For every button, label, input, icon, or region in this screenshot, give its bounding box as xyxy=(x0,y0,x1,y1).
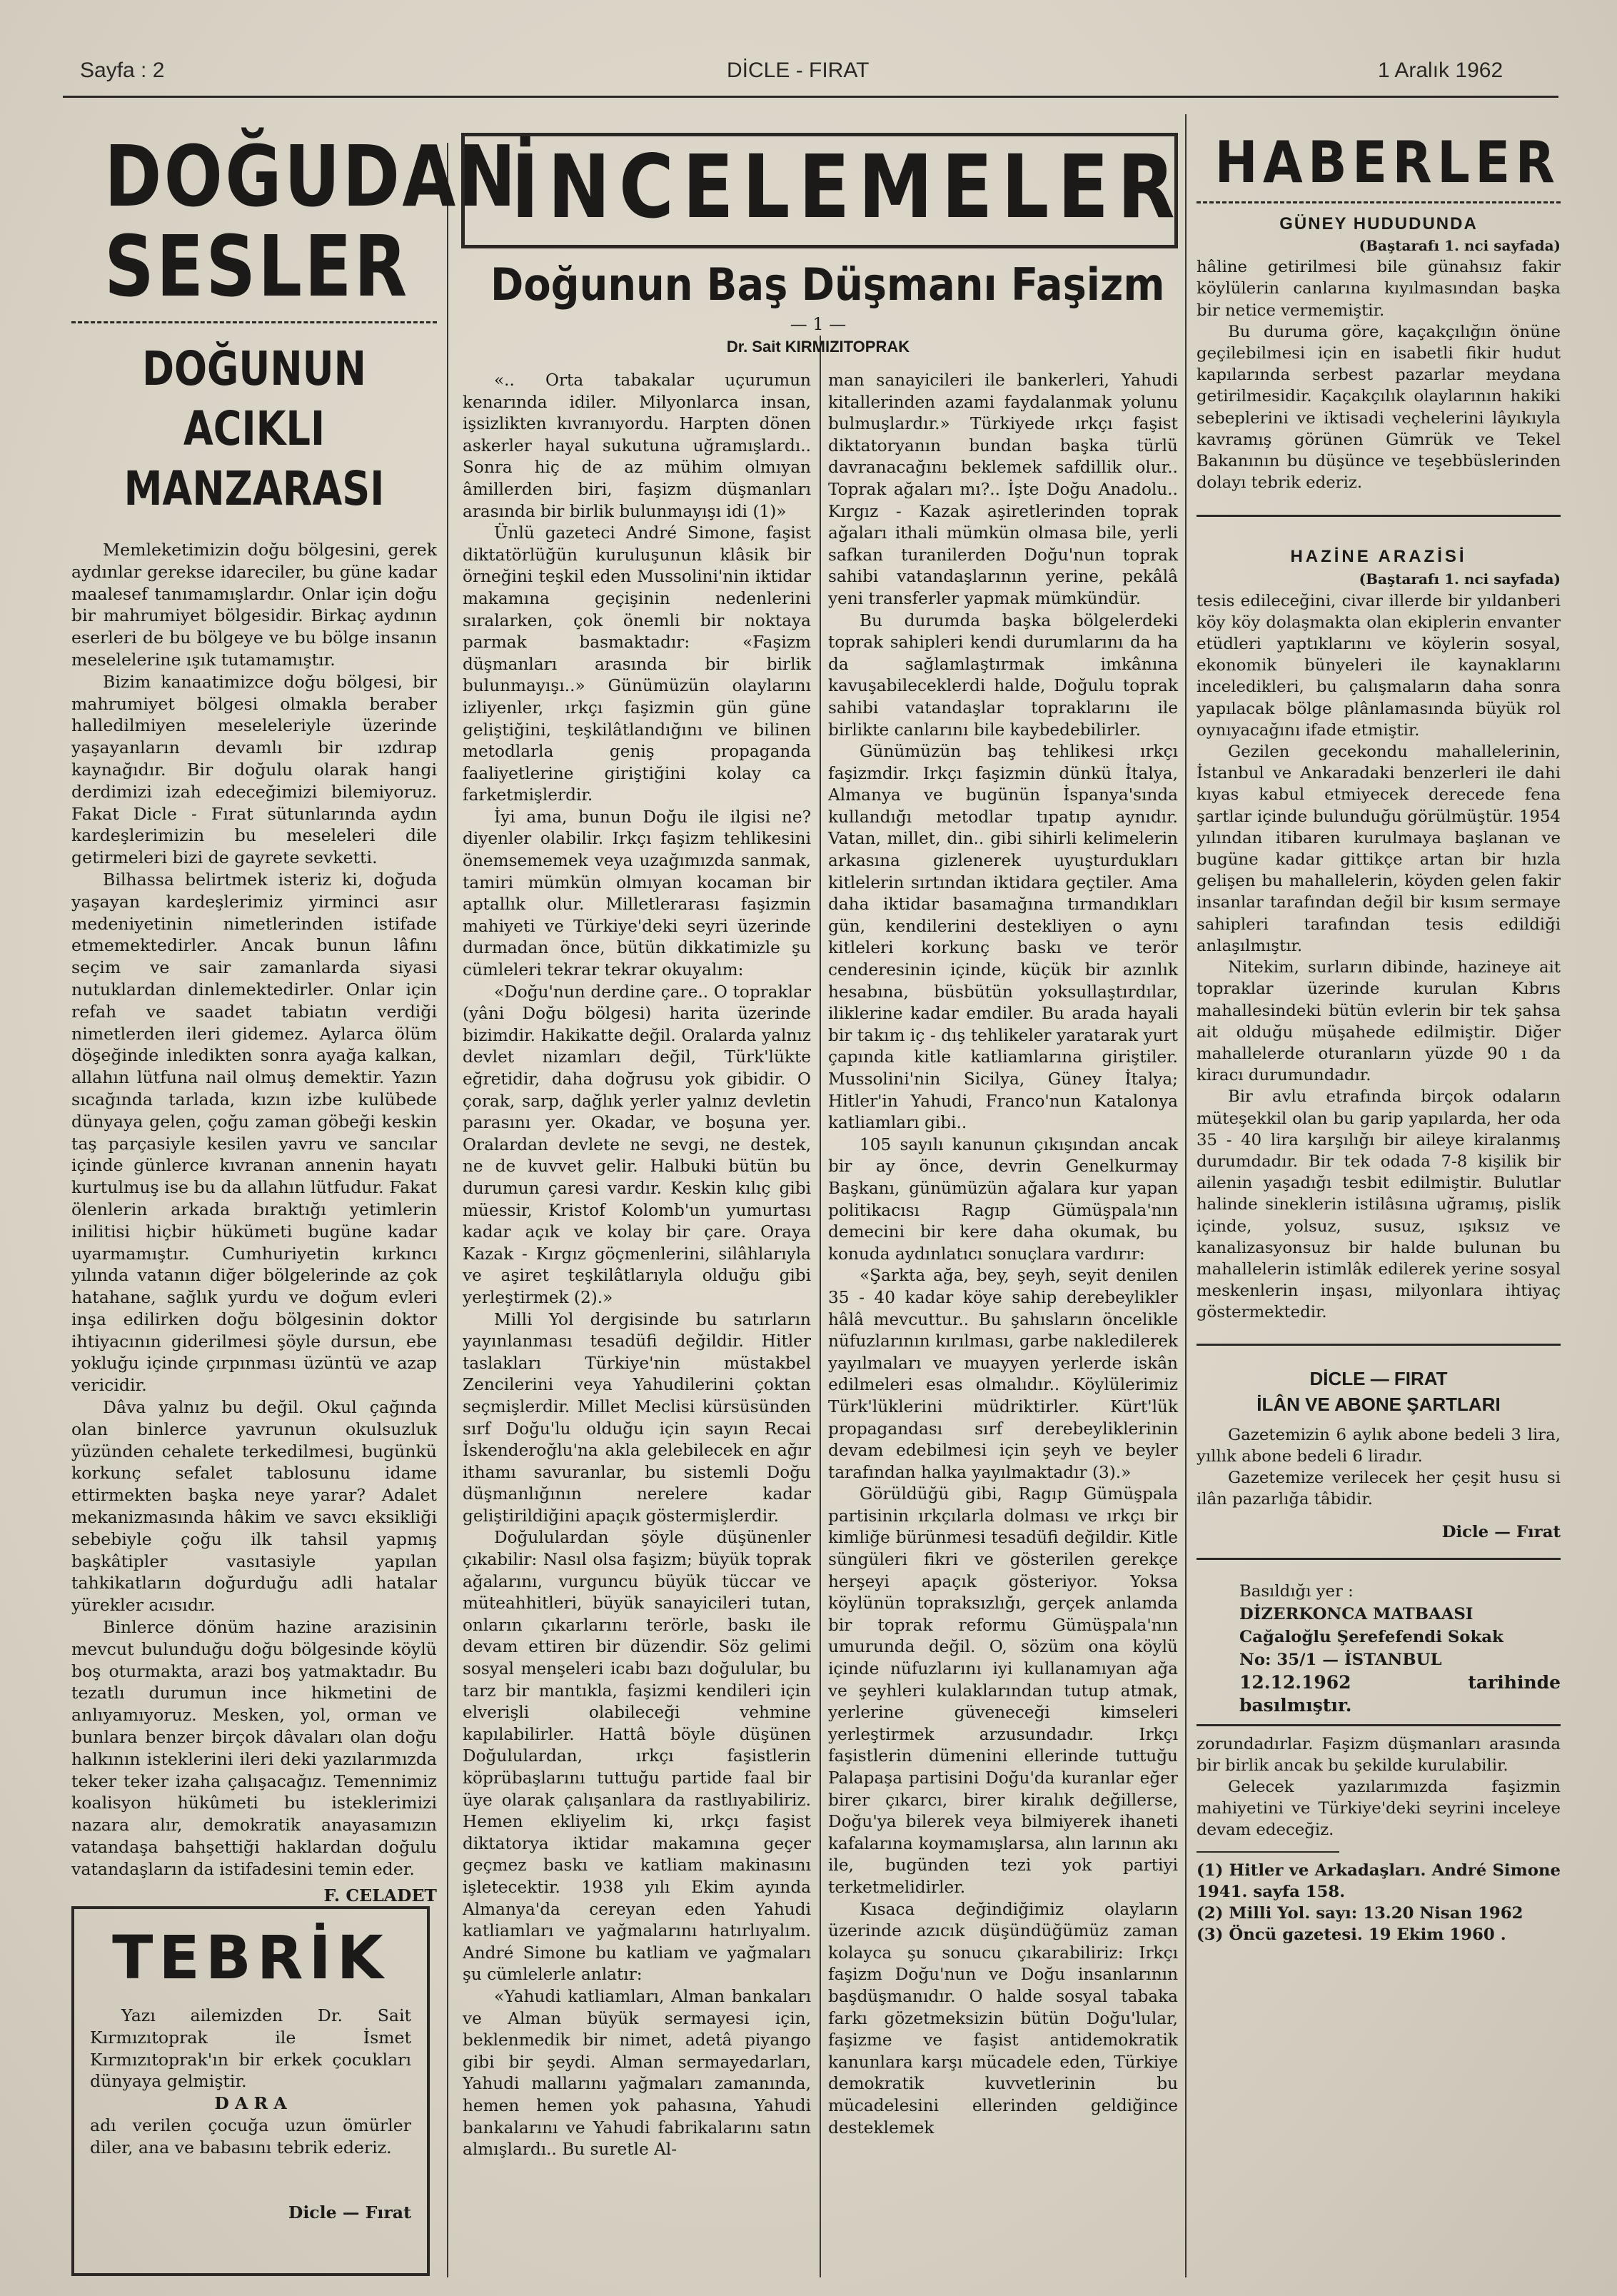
paragraph: Nitekim, surların dibinde, hazineye ait topraklar üzerinde kurulan Kıbrıs mahallesindeki bütün evlerin bir tek şahsa ait olduğu müşahede edilmiştir. Diğer mahallelerde oturanların yüzde 90 ı da kiracı durumundadır. xyxy=(1197,958,1561,1085)
paragraph: Günümüzün baş tehlikesi ırkçı faşizmdir. Irkçı faşizmin dünkü İtalya, Almanya ve bugünün İspanya'sında kullandığı metodlar tıpatıp aynıdır. Vatan, millet, din.. gibi sihirli kelimelerin arkasına gizlenerek uyuşturdukları kitlelerin sırtından iktidara geçtiler. Ama daha iktidar basamağına tırmandıkları gün, kendilerini destekliyen o aynı kitleleri korkunç baskı ve terör cenderesinin içinde, küçük bir azınlık hesabına, büsbütün yoksullaştırdılar, iliklerine kadar emdiler. Bu arada hayali bir takım iç - dış tehlikeler yaratarak yurt çapında kitle katliamlarına giriştiler. Mussolini'nin Sicilya, Güney İtalya; Hitler'in Yahudi, Franco'nun Katalonya katliamları gibi.. xyxy=(828,742,1178,1133)
tebrik-signature: Dicle — Fırat xyxy=(288,2202,411,2222)
continuation-note: (Baştarafı 1. nci sayfada) xyxy=(1359,570,1561,588)
continuation-note: (Baştarafı 1. nci sayfada) xyxy=(1359,237,1561,254)
paragraph: «Şarkta ağa, bey, şeyh, seyit denilen 35 - 40 kadar köye sahip derebeylikler hâlâ mevcuttur.. Bu şahısların öncelikle nüfuzlarının kırılması, garbe nakledilerek yayılmaları ve muayyen yerlerde iskân edilmeleri esas olmalıdır.. Köylülerimiz Türk'lüklerini müdriktirler. Kürt'lük propagandası sırf derebeyliklerinin devam edebilmesi için şeyh ve beyler tarafından halka yayılmaktadır (3).» xyxy=(828,1266,1178,1482)
column-rule-middle xyxy=(820,336,821,2277)
paragraph: Kısaca değindiğimiz olayların üzerinde azıcık düşündüğümüz zaman kolayca şu sonucu çıkarabiliriz: Irkçı faşizm Doğu'nun ve Doğu insanlarının başdüşmanıdır. O halde sosyal tabaka farkı gözetmeksizin bütün Doğu'lular, faşizme ve faşist antidemokratik kanunlara karşı mücadele eden, Türkiye demokratik kuvvetlerinin bu mücadelesini ellerinden geldiğince desteklemek xyxy=(828,1899,1178,2138)
paragraph: Gazetemizin 6 aylık abone bedeli 3 lira, yıllık abone bedeli 6 liradır. xyxy=(1197,1425,1561,1466)
printer-city: No: 35/1 — İSTANBUL xyxy=(1239,1650,1442,1669)
paragraph: Görüldüğü gibi, Ragıp Gümüşpala partisinin ırkçılarla dolması ve ırkçı bir kimliğe bürünmesi tesadüfi değildir. Kitle süngüleri fikri ve gösterilen gerekçe herşeyi apaçık gösteriyor. Yoksa köylünün topraksızlığı, gerçek anlamda bir toprak reformu Gümüşpala'nın umurunda değil. O, sözüm ona köylü içinde nüfuzlarını iyi kullanamıyan ağa ve şeyhleri kulaklarından tutup atmak, yerlerine güveneceği kimseleri yerleştirmek arzusundadır. Irkçı faşistlerin dümenini ellerinde tuttuğu Palapaşa partisini Doğu'da kuranlar eğer birer çıkarcı, birer kiralık değillerse, Doğu'ya bilerek veya bilmiyerek ihaneti kafalarına koymamışlarsa, alın larının akı ile, bugünden tezi yok partiyi terketmelidirler. xyxy=(828,1484,1178,1897)
page-number: Sayfa : 2 xyxy=(80,59,165,82)
right-column xyxy=(1197,129,1561,2277)
printer-name: DİZERKONCA MATBAASI xyxy=(1239,1604,1474,1623)
tebrik-content xyxy=(90,1922,411,2265)
ilan-signature: Dicle — Fırat xyxy=(1441,1523,1561,1542)
article-title-line-2: MANZARASI xyxy=(124,461,385,516)
paragraph: tesis edileceğini, civar illerde bir yıldanberi köy köy dolaşmakta olan ekiplerin envanter etüdleri yaptıklarını ve köylerin sosyal, ekonomik bünyeleri ile kaynaklarını inceledikleri, bu çalışmaların daha sonra yapılacak bölge plânlamasında büyük rol oynıyacağını ifade etmiştir. xyxy=(1197,591,1561,740)
paragraph: 105 sayılı kanunun çıkışından ancak bir ay önce, devrin Genelkurmay Başkanı, günümüzün ağalara kur yapan politikacısı Ragıp Gümüşpala'nın demecini bir kere daha okumak, bu konuda aydınlatıcı sonuçlara vardırır: xyxy=(828,1134,1178,1264)
article-author: F. CELADET xyxy=(323,1885,437,1905)
paragraph: İyi ama, bunun Doğu ile ilgisi ne? diyenler olabilir. Irkçı faşizm tehlikesini önemsememek veya uzağımızda sanmak, tamiri mümkün olmıyan kocaman bir aptallık olur. Milletlerarası faşizmin mahiyeti ve Türkiye'deki seyri üzerinde durmadan önce, bütün dikkatimizle şu cümleleri tekrar tekrar okuyalım: xyxy=(463,807,811,980)
paragraph: Bizim kanaatimizce doğu bölgesi, bir mahrumiyet bölgesi olmakla beraber halledilmiyen meseleleriyle üzerinde yaşayanların devamlı bir ızdırap kaynağıdır. Bir doğulu olarak hangi derdimizi izah edeceğimizi bilemiyoruz. Fakat Dicle - Fırat sütunlarında aydın kardeşlerimizin bu meseleleri dile getirmeleri bizi de gayrete sevketti. xyxy=(71,671,437,868)
paragraph: Gazetemize verilecek her çeşit husu si ilân pazarlığa tâbidir. xyxy=(1197,1468,1561,1509)
banner-line-2: SESLER xyxy=(104,217,410,316)
middle-article-title: Doğunun Baş Düşmanı Faşizm xyxy=(490,258,1165,311)
middle-column-1 xyxy=(463,370,811,2277)
section-rule xyxy=(1197,1344,1561,1346)
column-rule-left xyxy=(447,143,448,2277)
paragraph: «.. Orta tabakalar uçurumun kenarında idiler. Milyonlarca insan, işsizlikten kıvranıyordu. Harpten dönen askerler hayal sukutuna uğramışlardı.. Sonra hiç de az mühim olmıyan âmillerden biri, faşizm düşmanları arasında bir birlik bulunmayışı idi (1)» xyxy=(463,371,811,521)
paragraph: «Yahudi katliamları, Alman bankaları ve Alman büyük sermayesi için, beklenmedik bir nimet, adetâ piyango gibi bir şeydi. Alman sermayedarları, Yahudi mallarını yağmaları zamanında, hemen hemen yok pahasına, Yahudi bankalarını ve Yahudi fabrikalarını satın almışlardı.. Bu suretle Al- xyxy=(463,1986,811,2160)
column-rule-right xyxy=(1185,114,1187,2277)
ilan-heading-1: DİCLE — FIRAT xyxy=(1309,1367,1448,1389)
news-title: HAZİNE ARAZİSİ xyxy=(1290,547,1467,567)
issue-date: 1 Aralık 1962 xyxy=(1378,59,1503,82)
banner-line-1: DOĞUDAN xyxy=(104,127,518,226)
paragraph: man sanayicileri ile bankerleri, Yahudi kitallerinden azami faydalanmak yolunu bulmuşlardır.» Türkiyede ırkçı faşist diktatoryanın bundan başka türlü davranacağını beklemek safdillik olur.. Toprak ağaları mı?.. İşte Doğu Anadolu.. Kırgız - Kazak aşiretlerinden toprak ağaları ithali mümkün olmasa bile, yerli safkan turanilerden Doğu'nun toprak sahibi vatandaşlarının yerine, pekâlâ yeni transferler yapmak mümkündür. xyxy=(828,371,1178,608)
paragraph: Bir avlu etrafında birçok odaların müteşekkil olan bu garip yapılarda, her oda 35 - 40 lira karşılığı bir aileye kiralanmış durumdadır. Bir tek odada 7-8 kişilik bir ailenin yaşadığı tesbit edilmiştir. Bulutlar halinde sineklerin istilâsına uğramış, pislik içinde, yolsuz, susuz, ışıksız ve kanalizasyonsuz bir halde bulunan bu mahallelerin istimlâk edilerek yerine sosyal meskenlerin inşası, milyonlara ihtiyaç göstermektedir. xyxy=(1197,1087,1561,1322)
child-name: D A R A xyxy=(214,2093,287,2114)
newspaper-name: DİCLE - FIRAT xyxy=(727,59,870,82)
paragraph: Dâva yalnız bu değil. Okul çağında olan binlerce yavrunun okulsuzluk yüzünden cehalete terkedilmesi, bugünkü korkunç sefalet tablosunu idame ettirmekten başka neye yarar? Adalet mekanizmasında hâkim ve savcı eksikliği sebebiyle çoğu ilk tahsil yapmış başkâtipler vasıtasiyle yapılan tahkikatların doğurduğu adli hatalar yürekler acısıdır. xyxy=(71,1397,437,1616)
header-rule xyxy=(63,96,1558,98)
footnote: (2) Milli Yol. sayı: 13.20 Nisan 1962 xyxy=(1197,1903,1523,1923)
paragraph: Memleketimizin doğu bölgesini, gerek aydınlar gerekse idareciler, bu güne kadar maalesef tanımamışlardır. Onlar için doğu bir mahrumiyet bölgesidir. Birkaç aydının eserleri de bu bölgeye ve bu bölge insanın meselelerine ışık tutamamıştır. xyxy=(71,540,437,670)
tebrik-text: adı verilen çocuğa uzun ömürler diler, ana ve babasını tebrik ederiz. xyxy=(90,2115,411,2157)
news-title: GÜNEY HUDUDUNDA xyxy=(1279,214,1478,233)
paragraph: Milli Yol dergisinde bu satırların yayınlanması tesadüfi değildir. Hitler taslakları Türkiye'nin müstakbel Zencilerini veya Yahudilerini çoktan seçmişlerdir. Millet Meclisi kürsüsünden sırf Doğu'lu olduğu için sayın Recai İskenderoğlu'na akla gelebilecek en ağır ithamı savuranlar, bu sistemli Doğu düşmanlığının nerelere kadar geliştirildiğini apaçık göstermişlerdir. xyxy=(463,1309,811,1526)
paragraph: Gelecek yazılarımızda faşizmin mahiyetini ve Türkiye'deki seyrini inceleye devam edeceğiz. xyxy=(1197,1777,1561,1840)
middle-article-author: Dr. Sait KIRMIZITOPRAK xyxy=(726,338,910,356)
ilan-heading-2: İLÂN VE ABONE ŞARTLARI xyxy=(1256,1393,1501,1415)
paragraph: Bu duruma göre, kaçakçılığın önüne geçilebilmesi için en isabetli fikir hudut kapılarında serbest pazarlar meydana getirilmesidir. Kaçakçılık olaylarının hakiki sebeplerini ve iktisadi veçhelerini lâyıkıyla kavramış görünen Gümrük ve Tekel Bakanının bu düşünce ve teşebbüslerinden dolayı tebrik ederiz. xyxy=(1197,322,1561,493)
article-title xyxy=(104,339,404,519)
paragraph: Bu durumda başka bölgelerdeki toprak sahipleri kendi durumlarını da ha da sağlamlaştırmak imkânına kavuşabileceklerdi halde, Doğulu toprak sahibi vatandaşlar topraklarını ile birlikte canlarını bile kaybedebilirler. xyxy=(828,610,1178,740)
haberler-dashed-rule xyxy=(1197,201,1561,203)
paragraph: Gezilen gecekondu mahallelerinin, İstanbul ve Ankaradaki benzerleri ile dahi kıyas kabul etmiyecek derecede fena şartlar içinde bulunduğu görülmüştür. 1954 yılından itibaren kurulmaya başlanan ve bugüne kadar gittikçe artan bir hızla gelişen bu mahallelerin, köyden gelen fakir insanlar tarafından değil bir kısım sermaye sahipleri tarafından tesis edildiği anlaşılmıştır. xyxy=(1197,742,1561,955)
banner-dashed-rule xyxy=(71,321,437,323)
tebrik-box xyxy=(71,1906,430,2276)
section-rule xyxy=(1197,1724,1561,1726)
haberler-banner: HABERLER xyxy=(1214,129,1561,196)
paragraph: Ünlü gazeteci André Simone, faşist diktatörlüğün kuruluşunun klâsik bir örneğini teşkil eden Mussolini'nin iktidar makamına geçişinin nedenlerini sıralarken, çok önemli bir noktaya parmak basmaktadır: «Faşizm düşmanları arasında bir birlik bulunmayışı..» Günümüzün olaylarını izliyenler, ırkçı faşizmin gün güne geliştiğini, teşkilâtlandığını ve bilinen metodlarla geniş propaganda faaliyetlerine giriştiğini kolay ca farketmişlerdir. xyxy=(463,523,811,805)
footnote: (3) Öncü gazetesi. 19 Ekim 1960 . xyxy=(1197,1925,1506,1945)
doğudan-sesler-banner xyxy=(104,127,518,316)
paragraph: «Doğu'nun derdine çare.. O topraklar (yâni Doğu bölgesi) harita üzerinde bizimdir. Hakikatte değil. Oralarda yalnız devlet nizamları değil, Türk'lükte eğretidir, daha doğrusu yok gibidir. O çorak, sarp, dağlık yerler yalnız devletin parasını yer. Okadar, ve boşuna yer. Oralardan devlete ne sevgi, ne destek, ne de kuvvet gelir. Halbuki bütün bu durumun çaresi vardır. Keskin kılıç gibi müessir, Kristof Kolomb'un yumurtası kadar açık ve kolay bir çare. Oraya Kazak - Kırgız göçmenlerini, silâhlarıyla ve aşiret teşkilâtlarıyla olduğu gibi yerleştirmek (2).» xyxy=(463,982,811,1307)
section-rule xyxy=(1197,515,1561,517)
incelemeler-banner: İNCELEMELER xyxy=(511,136,1184,238)
article-part-number: — 1 — xyxy=(790,314,847,334)
print-info xyxy=(1197,1580,1561,1717)
footnote-rule xyxy=(1197,1851,1339,1853)
printer-address: Cağaloğlu Şerefefendi Sokak xyxy=(1239,1627,1503,1646)
section-rule xyxy=(1197,1558,1561,1560)
tebrik-text: Yazı ailemizden Dr. Sait Kırmızıtoprak ile İsmet Kırmızıtoprak'ın bir erkek çocukları dünyaya gelmiştir. xyxy=(90,2005,411,2092)
paragraph: Bilhassa belirtmek isteriz ki, doğuda yaşayan kardeşlerimiz yirminci asır medeniyetinin nimetlerinden istifade etmemektedirler. Ancak bunun lâfını seçim ve sair zamanlarda siyasi nutuklardan dinlemektedirler. Onlar için refah ve saadet tabiatın verdiği nimetlerden ileri gidemez. Aylarca ölüm döşeğinde inledikten sonra ayağa kalkan, allahın lütfuna nail olmuş demektir. Yazın sıcağında tarlada, kızın izbe kulübede dünyaya gelen, çoğu zaman göbeği keskin taş parçasiyle kesilen yavru ve sancılar içinde günlerce kıvranan annenin hayatı kurtulmuş ise bu da allahın lütfudur. Fakat ölenlerin arkada bıraktığı yetimlerin inilitisi hiçbir hükümeti bugüne kadar uyarmamıştır. Cumhuriyetin kırkıncı yılında vatanın diğer bölgelerinde az çok hatahane, sağlık yurdu ve doğum evleri inşa edilirken doğu bölgesinin doktor ihtiyacının giderilmesi şöyle dursun, ebe yokluğu içinde çırpınması üzüntü ve azap vericidir. xyxy=(71,869,437,1396)
footnote: (1) Hitler ve Arkadaşları. André Simone 1941. sayfa 158. xyxy=(1197,1861,1561,1901)
paragraph: hâline getirilmesi bile günahsız fakir köylülerin canlarına kıyılmasından başka bir netice vermemiştir. xyxy=(1197,258,1561,320)
middle-column-2 xyxy=(828,370,1178,2277)
print-label: Basıldığı yer : xyxy=(1239,1581,1354,1601)
article-title-line-1: DOĞUNUN ACIKLI xyxy=(142,341,366,456)
paragraph: zorundadırlar. Faşizm düşmanları arasında bir birlik ancak bu şekilde kurulabilir. xyxy=(1197,1734,1561,1775)
paragraph: Binlerce dönüm hazine arazisinin mevcut bulunduğu doğu bölgesinde köylü boş oturmakta, arazi boş yatmaktadır. Bu tezatlı durumun ince hikmetini de anlıyamıyoruz. Mesken, yol, orman ve bunlara benzer birçok dâvaları olan doğu halkının isteklerini ileri deki yazılarımızda teker teker izaha çalışacağız. Temennimiz koalisyon hükûmeti bu isteklerimizi nazara alır, demokratik anayasamızın vatandaşa bahşettiği haklardan doğulu vatandaşların da istifadesini temin eder. xyxy=(71,1617,437,1879)
tebrik-title: TEBRİK xyxy=(112,1923,389,1993)
print-date: 12.12.1962 tarihinde basılmıştır. xyxy=(1239,1671,1561,1716)
paragraph: Doğululardan şöyle düşünenler çıkabilir: Nasıl olsa faşizm; büyük toprak ağalarını, vurguncu büyük tüccar ve müteahhitleri, büyük sanayicileri tutan, onların çıkarlarını terörle, baskı ile devam ettiren bir düzendir. Söz gelimi sosyal menşeleri icabı bazı doğulular, bu tarz bir mantıkla, faşizmi kendileri için elverişli olabileceği vehmine kapılabilirler. Hattâ böyle düşünen Doğululardan, ırkçı faşistlerin köprübaşlarını tuttuğu partide faal bir üye olarak çalışanlara da rastlıyabiliriz. Hemen ekliyelim ki, ırkçı faşist diktatorya iktidar makamına geçer geçmez baskı ve katliam makinasını işletecektir. 1938 yılı Ekim ayında Almanya'da cereyan eden Yahudi katliamları ve yağmalarını hatırlıyalım. André Simone bu katliam ve yağmaları şu cümlelerle anlatır: xyxy=(463,1528,811,1985)
